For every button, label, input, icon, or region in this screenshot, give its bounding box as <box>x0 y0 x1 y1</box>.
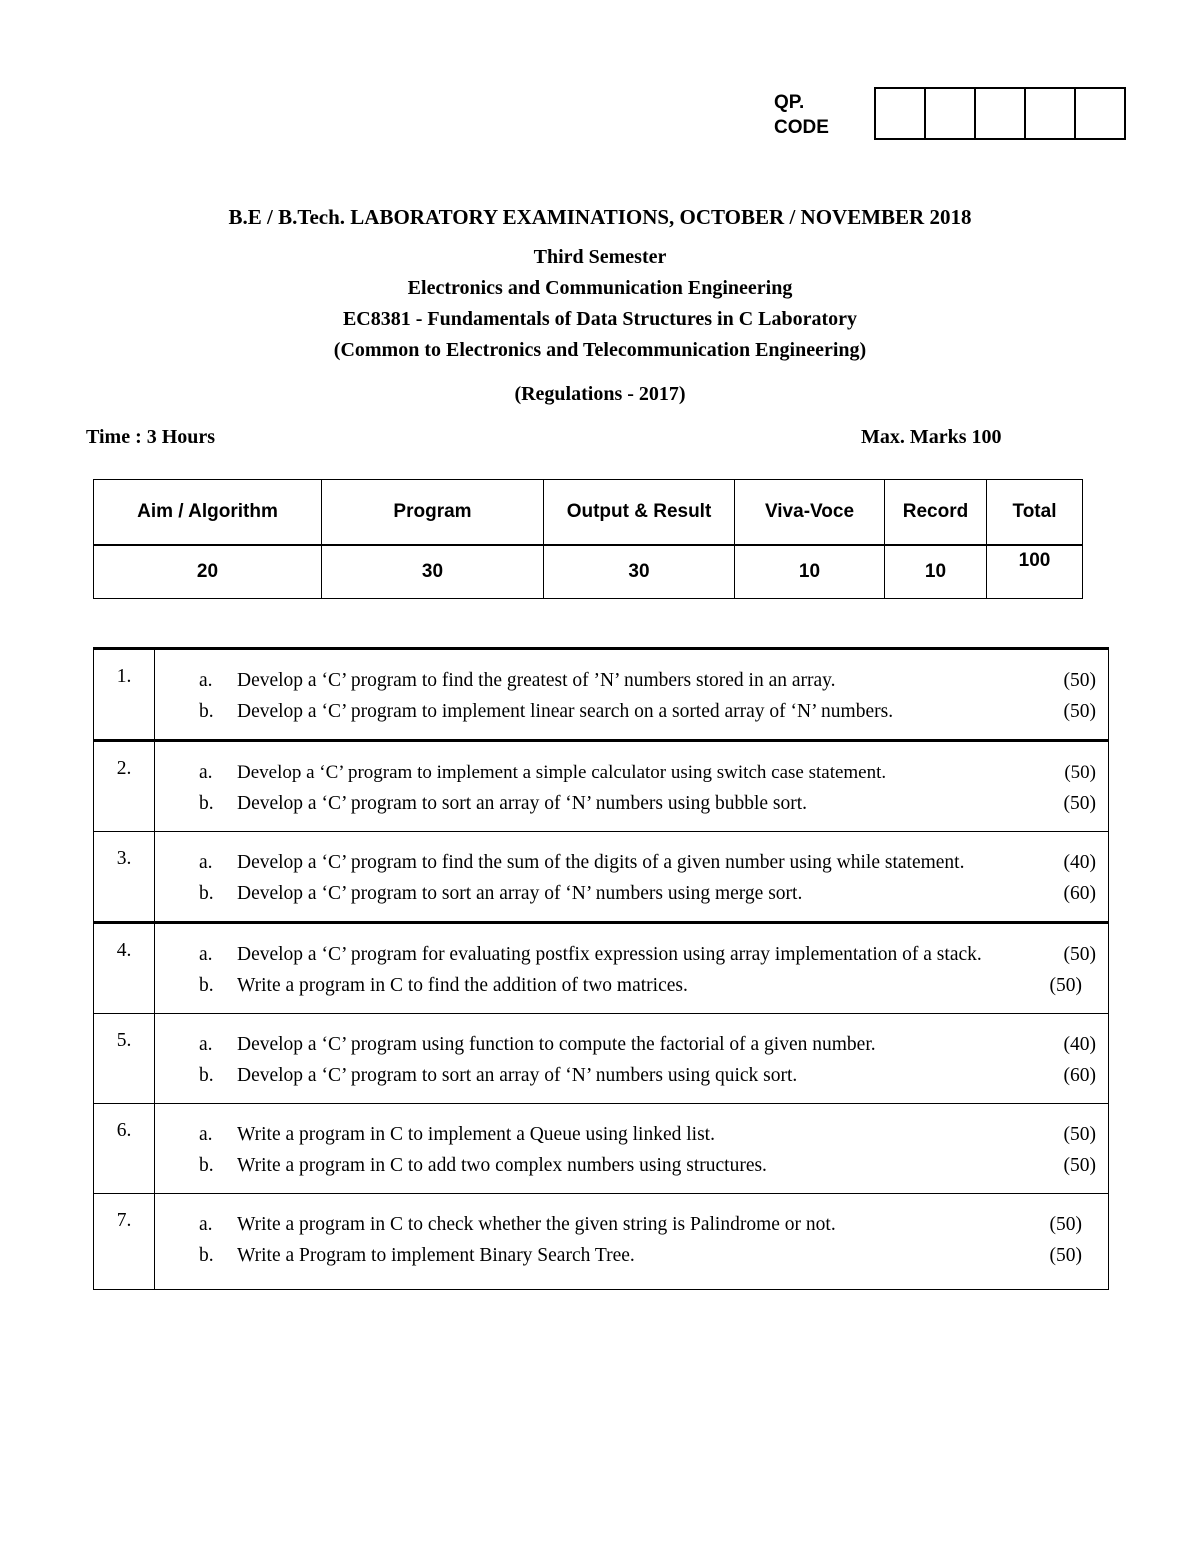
marks-value-cell: 30 <box>544 545 735 599</box>
department: Electronics and Communication Engineering <box>407 277 793 299</box>
marks-value-cell: 30 <box>322 545 544 599</box>
part-text-content: Develop a ‘C’ program to implement linear search on a sorted array of ‘N’ numbers. <box>237 701 894 722</box>
part-text-content: Write a program in C to add two complex numbers using structures. <box>237 1155 767 1176</box>
marks-distribution-table <box>93 479 1083 599</box>
part-text <box>237 1119 1096 1150</box>
part-text <box>237 696 1096 727</box>
marks-header-cell: Total <box>987 480 1083 546</box>
question-part <box>199 1240 1096 1271</box>
question-body <box>155 923 1109 1014</box>
question-part <box>199 1029 1096 1060</box>
part-text <box>237 1150 1096 1181</box>
part-label: a. <box>199 1034 213 1055</box>
question-body <box>155 741 1109 832</box>
part-text-content: Write a program in C to implement a Queue using linked list. <box>237 1124 715 1145</box>
question-part <box>199 1060 1096 1091</box>
part-text <box>237 1060 1096 1091</box>
part-label: b. <box>199 1245 214 1266</box>
question-number: 5. <box>94 1014 155 1104</box>
part-marks: (50) <box>1049 1245 1082 1266</box>
part-text <box>237 788 1096 819</box>
part-marks: (50) <box>1063 793 1096 814</box>
question-row <box>94 649 1109 741</box>
question-part <box>199 757 1096 788</box>
question-part <box>199 970 1096 1001</box>
part-label: b. <box>199 883 214 904</box>
part-label: b. <box>199 701 214 722</box>
part-marks: (50) <box>1063 1155 1096 1176</box>
part-marks: (40) <box>1063 1034 1096 1055</box>
part-text-content: Develop a ‘C’ program to sort an array of ‘N’ numbers using quick sort. <box>237 1065 798 1086</box>
part-label: a. <box>199 1124 213 1145</box>
part-marks: (50) <box>1063 670 1096 691</box>
marks-header-cell: Program <box>322 480 544 546</box>
qp-code-box <box>976 89 1026 138</box>
question-number: 7. <box>94 1194 155 1290</box>
part-text <box>237 1029 1096 1060</box>
part-text <box>237 665 1096 696</box>
question-number: 4. <box>94 923 155 1014</box>
part-label: a. <box>199 852 213 873</box>
marks-header-row <box>94 480 1083 546</box>
marks-header-cell: Record <box>885 480 987 546</box>
question-part <box>199 1119 1096 1150</box>
question-part <box>199 878 1096 909</box>
qp-code-box <box>1076 89 1124 138</box>
regulations: (Regulations - 2017) <box>514 383 686 405</box>
question-part <box>199 939 1096 970</box>
part-marks: (50) <box>1063 701 1096 722</box>
marks-values-row <box>94 545 1083 599</box>
part-label: b. <box>199 1155 214 1176</box>
part-marks: (50) <box>1063 1124 1096 1145</box>
part-marks: (50) <box>1049 1214 1082 1235</box>
part-marks: (50) <box>1049 975 1082 996</box>
subject-title: EC8381 - Fundamentals of Data Structures in C Laboratory <box>342 308 858 330</box>
part-text-content: Develop a ‘C’ program using function to compute the factorial of a given number. <box>237 1034 876 1055</box>
marks-value-cell: 10 <box>885 545 987 599</box>
question-part <box>199 1150 1096 1181</box>
question-part <box>199 1209 1096 1240</box>
question-number: 6. <box>94 1104 155 1194</box>
common-to-note: (Common to Electronics and Telecommunication Engineering) <box>333 339 867 361</box>
question-part <box>199 696 1096 727</box>
part-label: a. <box>199 670 213 691</box>
qp-label-line2: CODE <box>774 117 829 138</box>
time-allowed: Time : 3 Hours <box>86 426 216 448</box>
part-text-content: Develop a ‘C’ program to find the sum of the digits of a given number using while statement. <box>237 852 965 873</box>
question-body <box>155 832 1109 923</box>
part-text-content: Develop a ‘C’ program for evaluating postfix expression using array implementation of a stack. <box>237 944 982 965</box>
exam-title: B.E / B.Tech. LABORATORY EXAMINATIONS, OCTOBER / NOVEMBER 2018 <box>228 205 972 229</box>
question-number: 1. <box>94 649 155 741</box>
question-row <box>94 1194 1109 1290</box>
part-marks: (50) <box>1064 762 1096 783</box>
question-row <box>94 832 1109 923</box>
part-text <box>237 757 1096 788</box>
qp-code-label <box>774 90 829 140</box>
part-text-content: Write a Program to implement Binary Search Tree. <box>237 1245 635 1266</box>
part-text <box>237 1209 1096 1240</box>
qp-code-box <box>1026 89 1076 138</box>
question-row <box>94 923 1109 1014</box>
part-text <box>237 939 1096 970</box>
question-part <box>199 788 1096 819</box>
marks-value-cell: 10 <box>735 545 885 599</box>
part-text <box>237 970 1096 1001</box>
part-text <box>237 878 1096 909</box>
marks-header-cell: Aim / Algorithm <box>94 480 322 546</box>
part-label: b. <box>199 1065 214 1086</box>
part-text-content: Develop a ‘C’ program to sort an array of ‘N’ numbers using merge sort. <box>237 883 803 904</box>
qp-code-boxes <box>874 87 1126 140</box>
part-text-content: Develop a ‘C’ program to implement a simple calculator using switch case statement. <box>237 762 887 783</box>
part-text <box>237 1240 1096 1271</box>
question-row <box>94 741 1109 832</box>
question-body <box>155 1104 1109 1194</box>
part-text-content: Write a program in C to find the addition of two matrices. <box>237 975 688 996</box>
part-text <box>237 847 1096 878</box>
qp-label-line1: QP. <box>774 92 805 113</box>
questions-table <box>93 647 1109 1290</box>
part-marks: (60) <box>1063 1065 1096 1086</box>
part-text-content: Write a program in C to check whether the given string is Palindrome or not. <box>237 1214 836 1235</box>
question-part <box>199 665 1096 696</box>
question-body <box>155 649 1109 741</box>
marks-header-cell: Output & Result <box>544 480 735 546</box>
semester: Third Semester <box>533 246 667 268</box>
question-body <box>155 1194 1109 1290</box>
part-marks: (40) <box>1063 852 1096 873</box>
qp-code-box <box>926 89 976 138</box>
question-body <box>155 1014 1109 1104</box>
part-label: b. <box>199 793 214 814</box>
part-marks: (50) <box>1063 944 1096 965</box>
part-text-content: Develop a ‘C’ program to sort an array of ‘N’ numbers using bubble sort. <box>237 793 808 814</box>
qp-code-box <box>876 89 926 138</box>
question-number: 2. <box>94 741 155 832</box>
part-label: a. <box>199 944 213 965</box>
question-part <box>199 847 1096 878</box>
part-text-content: Develop a ‘C’ program to find the greatest of ’N’ numbers stored in an array. <box>237 670 836 691</box>
part-label: a. <box>199 762 213 783</box>
part-label: b. <box>199 975 214 996</box>
part-label: a. <box>199 1214 213 1235</box>
marks-header-cell: Viva-Voce <box>735 480 885 546</box>
marks-value-cell: 100 <box>987 545 1083 599</box>
marks-value-cell: 20 <box>94 545 322 599</box>
question-row <box>94 1014 1109 1104</box>
question-row <box>94 1104 1109 1194</box>
part-marks: (60) <box>1063 883 1096 904</box>
question-number: 3. <box>94 832 155 923</box>
max-marks: Max. Marks 100 <box>861 426 1002 448</box>
